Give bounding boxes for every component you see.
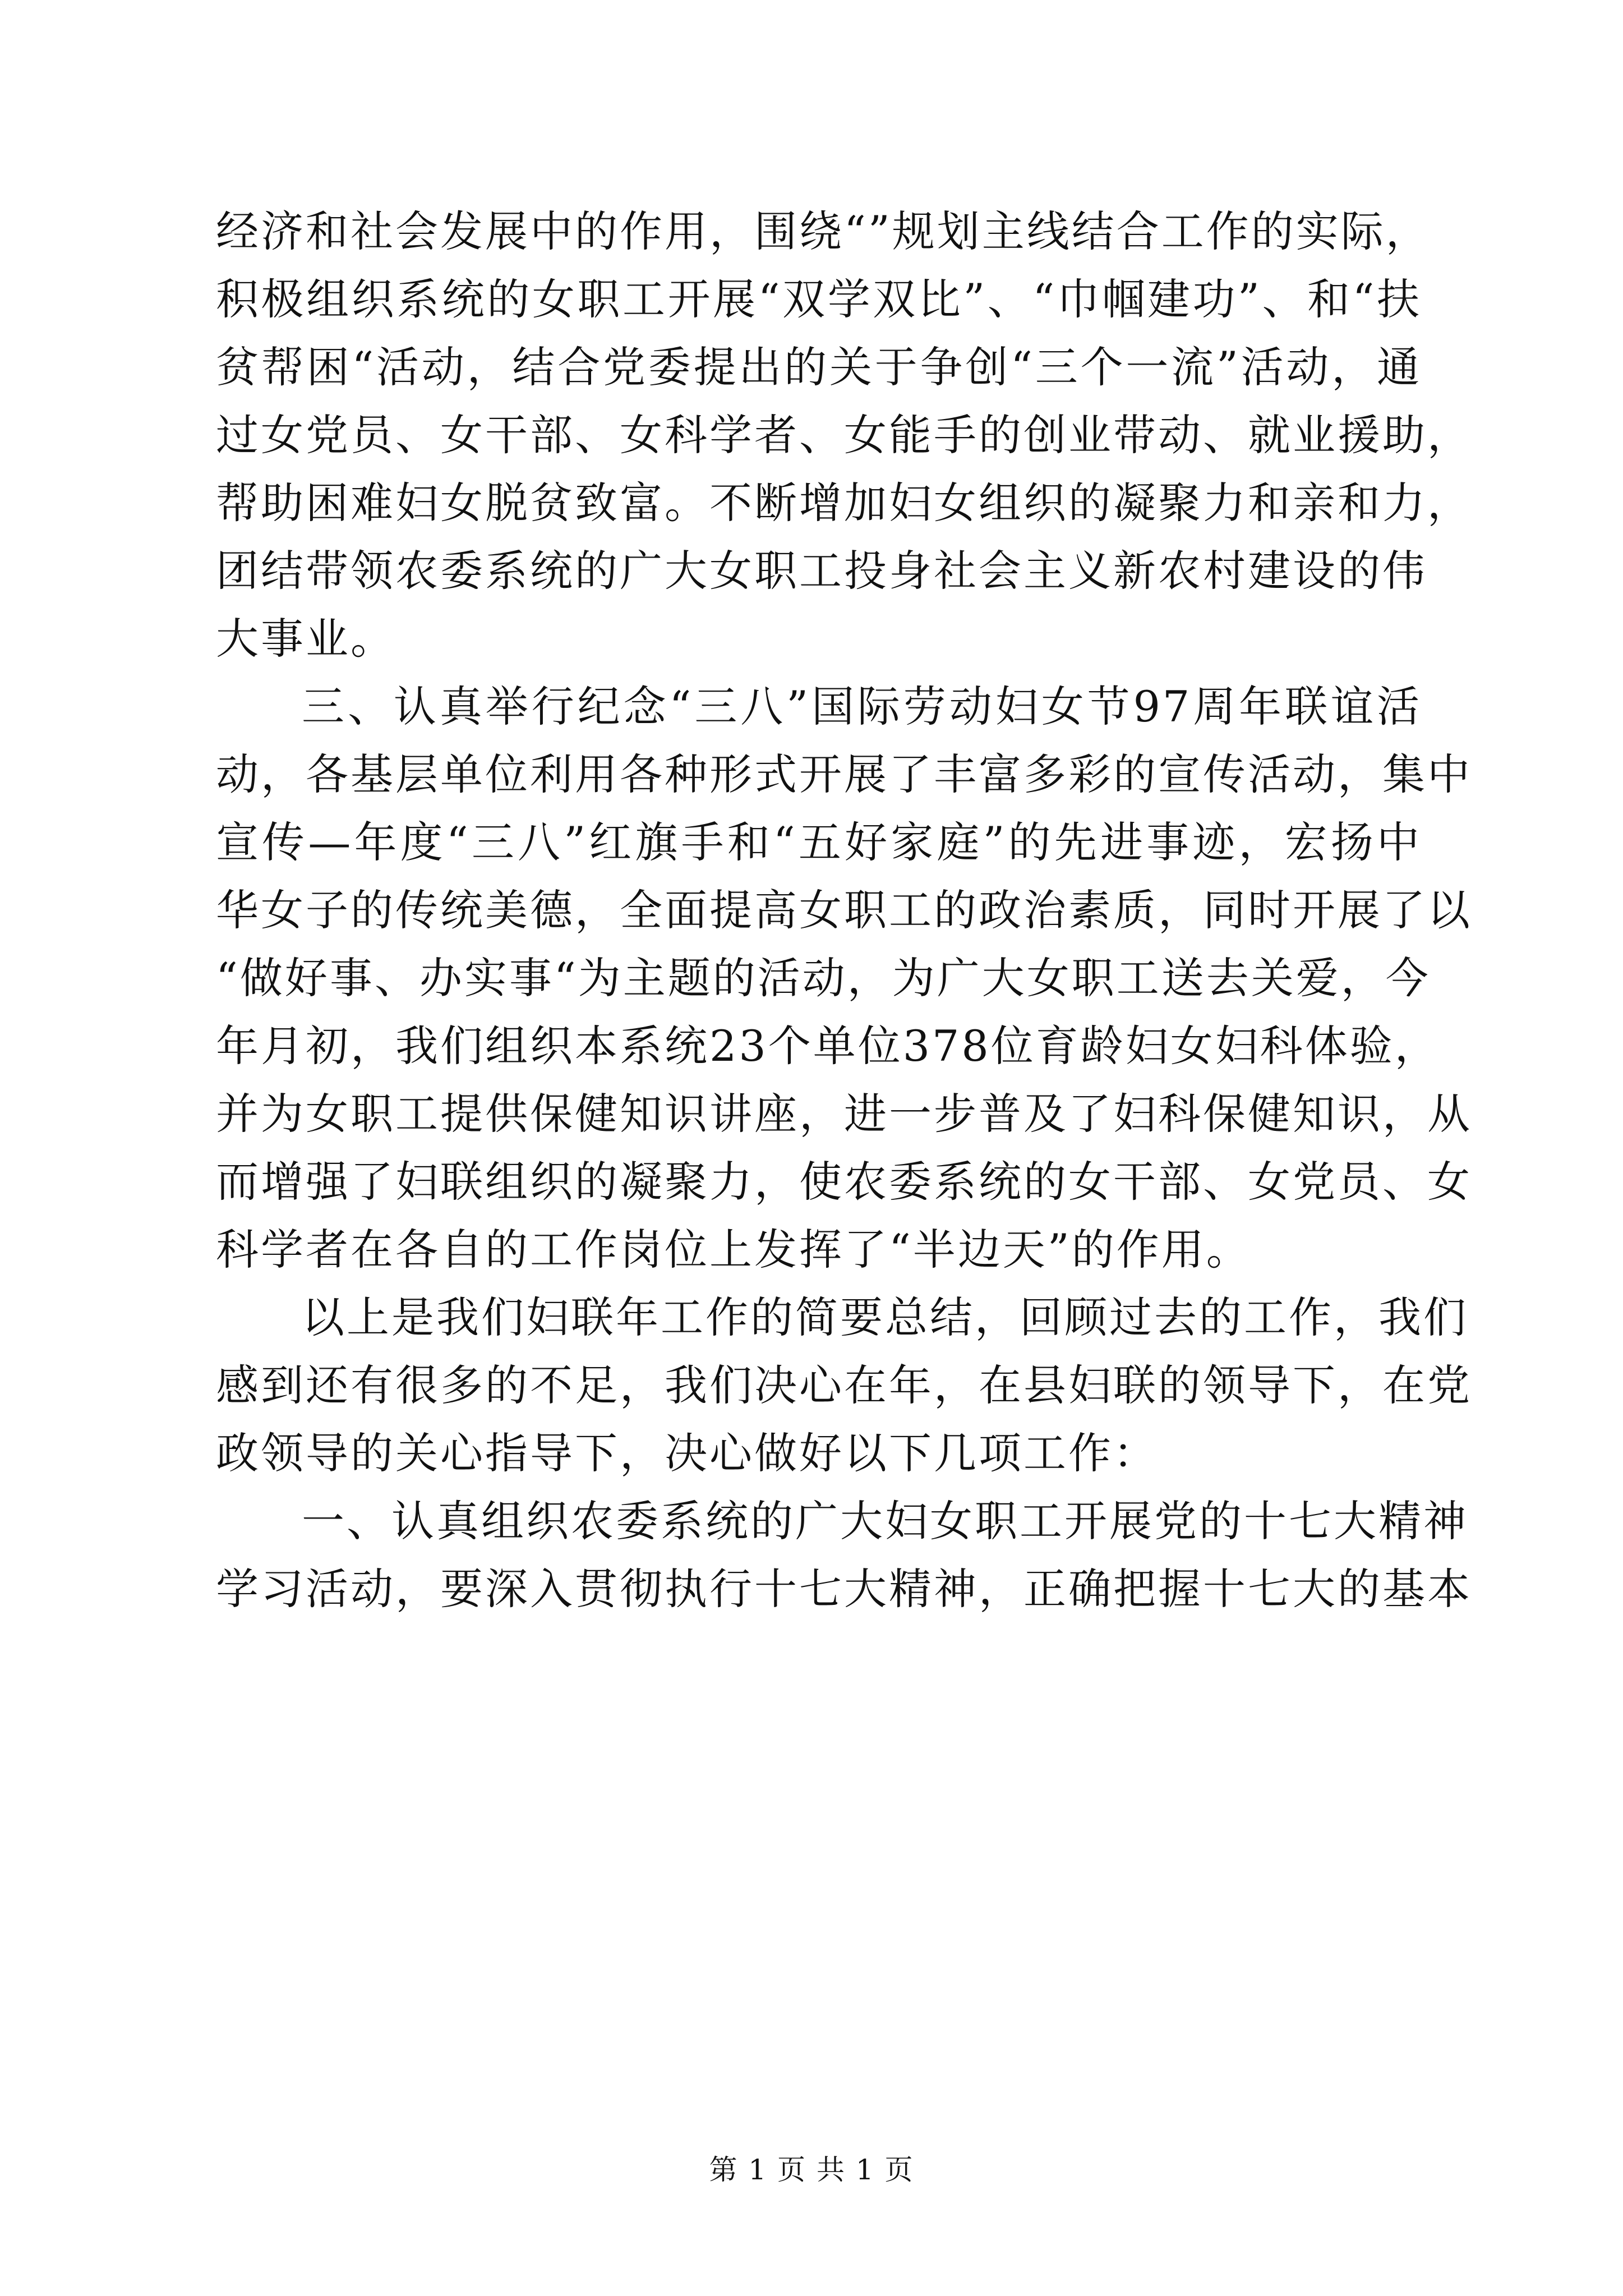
- text-line: 并为女职工提供保健知识讲座，进一步普及了妇科保健知识，从: [216, 1089, 1472, 1139]
- document-body: [216, 197, 1472, 1623]
- text-line: 积极组织系统的女职工开展“双学双比”、“巾帼建功”、和“扶: [216, 274, 1422, 324]
- text-line: 华女子的传统美德，全面提高女职工的政治素质，同时开展了以: [216, 885, 1472, 935]
- text-line-paragraph-start: 三、认真举行纪念“三八”国际劳动妇女节97周年联谊活: [302, 682, 1422, 731]
- page-number-label: 第 1 页 共 1 页: [709, 2154, 914, 2186]
- text-line: 经济和社会发展中的作用，围绕“”规划主线结合工作的实际，: [216, 206, 1431, 256]
- text-line-paragraph-end: 政领导的关心指导下，决心做好以下几项工作：: [216, 1428, 1158, 1478]
- text-line-paragraph-end: 大事业。: [216, 614, 395, 664]
- text-line: 年月初，我们组织本系统23个单位378位育龄妇女妇科体验，: [216, 1021, 1440, 1071]
- page-footer: [0, 2153, 1623, 2187]
- text-line-paragraph-end: 科学者在各自的工作岗位上发挥了“半边天”的作用。: [216, 1225, 1251, 1274]
- text-line: 而增强了妇联组织的凝聚力，使农委系统的女干部、女党员、女: [216, 1157, 1472, 1207]
- text-line: 团结带领农委系统的广大女职工投身社会主义新农村建设的伟: [216, 546, 1427, 596]
- text-line: 过女党员、女干部、女科学者、女能手的创业带动、就业援助，: [216, 410, 1472, 460]
- text-line: 动，各基层单位利用各种形式开展了丰富多彩的宣传活动，集中: [216, 749, 1472, 799]
- text-line: 宣传—年度“三八”红旗手和“五好家庭”的先进事迹，宏扬中: [216, 817, 1422, 867]
- text-line: 学习活动，要深入贯彻执行十七大精神，正确把握十七大的基本: [216, 1564, 1472, 1614]
- text-line-paragraph-start: 以上是我们妇联年工作的简要总结，回顾过去的工作，我们: [302, 1292, 1468, 1342]
- text-line-paragraph-start: 一、认真组织农委系统的广大妇女职工开展党的十七大精神: [302, 1496, 1468, 1546]
- text-line: 感到还有很多的不足，我们决心在年，在县妇联的领导下，在党: [216, 1360, 1472, 1410]
- text-line: “做好事、办实事“为主题的活动，为广大女职工送去关爱，今: [216, 953, 1431, 1003]
- text-line: 帮助困难妇女脱贫致富。不断增加妇女组织的凝聚力和亲和力，: [216, 478, 1472, 528]
- text-line: 贫帮困“活动，结合党委提出的关于争创“三个一流”活动，通: [216, 342, 1422, 392]
